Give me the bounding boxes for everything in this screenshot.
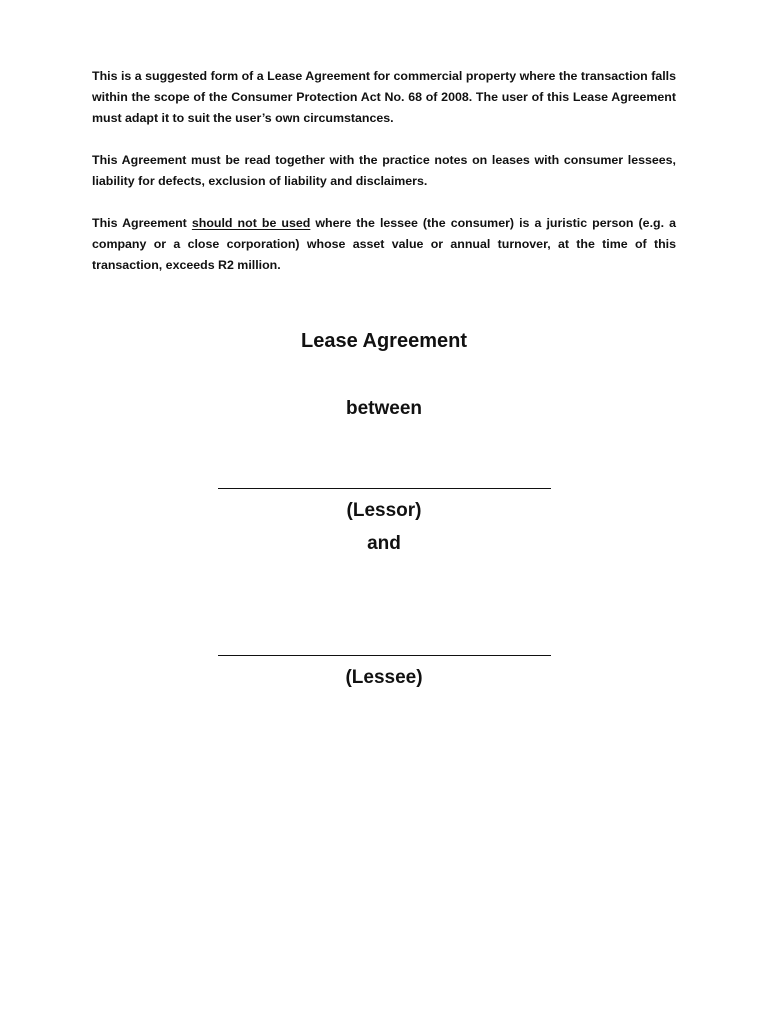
preamble-notes — [92, 66, 676, 297]
lessor-name-blank-line — [218, 488, 551, 489]
between-label: between — [345, 398, 423, 419]
lessor-label: (Lessor) — [346, 500, 422, 521]
note-warning-lead: This Agreement — [92, 216, 192, 230]
note-juristic-person-warning — [92, 213, 676, 276]
lessee-name-blank-line — [218, 655, 551, 656]
note-warning-emphasis: should not be used — [191, 216, 311, 230]
note-warning-rest: where the lessee (the consumer) is a juristic person (e.g. a company or a close corporation) whose asset value or annual turnover, at the time of this transaction, exceeds R2 million. — [92, 216, 676, 272]
note-practice-notes: This Agreement must be read together with the practice notes on leases with consumer lessees, liability for defects, exclusion of liability and disclaimers. — [92, 153, 676, 188]
document-title: Lease Agreement — [301, 330, 467, 352]
note-cpa-scope: This is a suggested form of a Lease Agreement for commercial property where the transaction falls within the scope of the Consumer Protection Act No. 68 of 2008. The user of this Lease Agreement must adapt it to suit the user’s own circumstances. — [92, 69, 676, 125]
and-label: and — [367, 533, 401, 554]
lessee-label: (Lessee) — [345, 667, 423, 688]
